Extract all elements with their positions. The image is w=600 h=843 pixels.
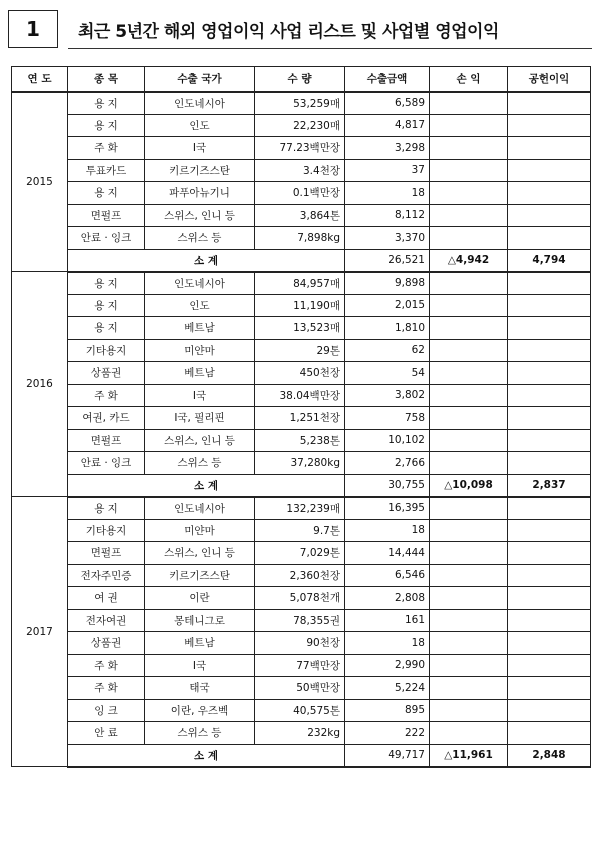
amount-cell: 1,810	[345, 317, 430, 340]
contribution-cell	[508, 564, 591, 587]
country-cell: 키르기즈스탄	[145, 159, 255, 182]
country-cell: 스위스, 인니 등	[145, 429, 255, 452]
country-cell: 인도	[145, 294, 255, 317]
amount-cell: 18	[345, 632, 430, 655]
contribution-cell	[508, 722, 591, 745]
contribution-cell	[508, 272, 591, 295]
table-row	[12, 542, 591, 565]
table-row	[12, 564, 591, 587]
profit-cell	[430, 722, 508, 745]
table-row	[12, 92, 591, 115]
country-cell: I국	[145, 654, 255, 677]
profit-cell	[430, 519, 508, 542]
amount-cell: 2,808	[345, 587, 430, 610]
subtotal-profit: △11,961	[430, 744, 508, 767]
table-row	[12, 407, 591, 430]
item-cell: 용 지	[68, 294, 145, 317]
country-cell: 스위스, 인니 등	[145, 542, 255, 565]
profit-cell	[430, 654, 508, 677]
subtotal-label: 소 계	[68, 249, 345, 272]
amount-cell: 758	[345, 407, 430, 430]
table-row	[12, 654, 591, 677]
country-cell: 키르기즈스탄	[145, 564, 255, 587]
quantity-cell: 53,259매	[255, 92, 345, 115]
item-cell: 주 화	[68, 137, 145, 160]
profit-cell	[430, 452, 508, 475]
country-cell: 미얀마	[145, 339, 255, 362]
profit-cell	[430, 699, 508, 722]
quantity-cell: 3,864톤	[255, 204, 345, 227]
subtotal-row	[12, 474, 591, 497]
profit-cell	[430, 542, 508, 565]
table-row	[12, 677, 591, 700]
table-row	[12, 699, 591, 722]
amount-cell: 2,015	[345, 294, 430, 317]
table-row	[12, 609, 591, 632]
column-header: 종 목	[68, 67, 145, 92]
country-cell: 태국	[145, 677, 255, 700]
item-cell: 잉 크	[68, 699, 145, 722]
column-header: 연 도	[12, 67, 68, 92]
item-cell: 여권, 카드	[68, 407, 145, 430]
item-cell: 전자여권	[68, 609, 145, 632]
quantity-cell: 78,355권	[255, 609, 345, 632]
quantity-cell: 84,957매	[255, 272, 345, 295]
item-cell: 전자주민증	[68, 564, 145, 587]
subtotal-contribution: 2,848	[508, 744, 591, 767]
table-row	[12, 294, 591, 317]
subtotal-contribution: 4,794	[508, 249, 591, 272]
profit-cell	[430, 272, 508, 295]
item-cell: 안료 · 잉크	[68, 227, 145, 250]
country-cell: 스위스 등	[145, 227, 255, 250]
table-row	[12, 519, 591, 542]
table-row	[12, 204, 591, 227]
item-cell: 용 지	[68, 92, 145, 115]
contribution-cell	[508, 677, 591, 700]
section-number: 1	[8, 10, 58, 48]
amount-cell: 6,546	[345, 564, 430, 587]
profit-cell	[430, 92, 508, 115]
quantity-cell: 37,280kg	[255, 452, 345, 475]
quantity-cell: 5,078천개	[255, 587, 345, 610]
contribution-cell	[508, 452, 591, 475]
quantity-cell: 90천장	[255, 632, 345, 655]
quantity-cell: 40,575톤	[255, 699, 345, 722]
country-cell: 스위스 등	[145, 452, 255, 475]
amount-cell: 16,395	[345, 497, 430, 520]
contribution-cell	[508, 587, 591, 610]
item-cell: 용 지	[68, 114, 145, 137]
profit-cell	[430, 384, 508, 407]
amount-cell: 161	[345, 609, 430, 632]
profit-cell	[430, 182, 508, 205]
subtotal-row	[12, 249, 591, 272]
table-row	[12, 384, 591, 407]
quantity-cell: 77백만장	[255, 654, 345, 677]
amount-cell: 3,370	[345, 227, 430, 250]
profit-cell	[430, 227, 508, 250]
contribution-cell	[508, 699, 591, 722]
table-body	[12, 92, 591, 767]
column-header: 공헌이익	[508, 67, 591, 92]
country-cell: 베트남	[145, 632, 255, 655]
contribution-cell	[508, 429, 591, 452]
amount-cell: 18	[345, 182, 430, 205]
subtotal-row	[12, 744, 591, 767]
country-cell: 인도네시아	[145, 272, 255, 295]
item-cell: 상품권	[68, 362, 145, 385]
country-cell: 스위스, 인니 등	[145, 204, 255, 227]
item-cell: 면펄프	[68, 429, 145, 452]
profit-cell	[430, 497, 508, 520]
amount-cell: 9,898	[345, 272, 430, 295]
profit-cell	[430, 159, 508, 182]
contribution-cell	[508, 339, 591, 362]
profit-cell	[430, 114, 508, 137]
contribution-cell	[508, 159, 591, 182]
contribution-cell	[508, 632, 591, 655]
quantity-cell: 38.04백만장	[255, 384, 345, 407]
contribution-cell	[508, 497, 591, 520]
item-cell: 여 권	[68, 587, 145, 610]
item-cell: 투표카드	[68, 159, 145, 182]
amount-cell: 8,112	[345, 204, 430, 227]
quantity-cell: 22,230매	[255, 114, 345, 137]
item-cell: 용 지	[68, 317, 145, 340]
table-row	[12, 114, 591, 137]
item-cell: 면펄프	[68, 542, 145, 565]
quantity-cell: 7,898kg	[255, 227, 345, 250]
contribution-cell	[508, 519, 591, 542]
profit-cell	[430, 362, 508, 385]
amount-cell: 18	[345, 519, 430, 542]
column-header: 수출금액	[345, 67, 430, 92]
profit-cell	[430, 137, 508, 160]
subtotal-amount: 26,521	[345, 249, 430, 272]
country-cell: 미얀마	[145, 519, 255, 542]
subtotal-label: 소 계	[68, 474, 345, 497]
contribution-cell	[508, 362, 591, 385]
country-cell: I국, 필리핀	[145, 407, 255, 430]
column-header: 수 량	[255, 67, 345, 92]
amount-cell: 10,102	[345, 429, 430, 452]
country-cell: 베트남	[145, 317, 255, 340]
amount-cell: 14,444	[345, 542, 430, 565]
table-header-row	[12, 67, 591, 92]
table-row	[12, 272, 591, 295]
document-header	[8, 8, 592, 52]
country-cell: 인도네시아	[145, 497, 255, 520]
column-header: 손 익	[430, 67, 508, 92]
quantity-cell: 13,523매	[255, 317, 345, 340]
amount-cell: 4,817	[345, 114, 430, 137]
quantity-cell: 77.23백만장	[255, 137, 345, 160]
table-row	[12, 362, 591, 385]
quantity-cell: 132,239매	[255, 497, 345, 520]
amount-cell: 6,589	[345, 92, 430, 115]
item-cell: 주 화	[68, 677, 145, 700]
profit-cell	[430, 609, 508, 632]
subtotal-amount: 49,717	[345, 744, 430, 767]
quantity-cell: 0.1백만장	[255, 182, 345, 205]
profit-cell	[430, 407, 508, 430]
amount-cell: 37	[345, 159, 430, 182]
amount-cell: 3,802	[345, 384, 430, 407]
contribution-cell	[508, 227, 591, 250]
table-row	[12, 429, 591, 452]
quantity-cell: 2,360천장	[255, 564, 345, 587]
year-cell: 2015	[12, 92, 68, 272]
contribution-cell	[508, 204, 591, 227]
profit-cell	[430, 429, 508, 452]
country-cell: I국	[145, 137, 255, 160]
profit-cell	[430, 339, 508, 362]
country-cell: 베트남	[145, 362, 255, 385]
profit-table	[11, 66, 591, 768]
item-cell: 주 화	[68, 384, 145, 407]
column-header: 수출 국가	[145, 67, 255, 92]
quantity-cell: 5,238톤	[255, 429, 345, 452]
subtotal-profit: △10,098	[430, 474, 508, 497]
table-row	[12, 452, 591, 475]
item-cell: 용 지	[68, 497, 145, 520]
profit-cell	[430, 294, 508, 317]
amount-cell: 3,298	[345, 137, 430, 160]
year-cell: 2017	[12, 497, 68, 767]
contribution-cell	[508, 294, 591, 317]
contribution-cell	[508, 92, 591, 115]
table-row	[12, 227, 591, 250]
profit-cell	[430, 677, 508, 700]
item-cell: 기타용지	[68, 339, 145, 362]
amount-cell: 2,766	[345, 452, 430, 475]
country-cell: 이란	[145, 587, 255, 610]
table-row	[12, 497, 591, 520]
quantity-cell: 50백만장	[255, 677, 345, 700]
contribution-cell	[508, 317, 591, 340]
item-cell: 용 지	[68, 182, 145, 205]
table-row	[12, 587, 591, 610]
item-cell: 용 지	[68, 272, 145, 295]
table-row	[12, 317, 591, 340]
subtotal-contribution: 2,837	[508, 474, 591, 497]
country-cell: 인도	[145, 114, 255, 137]
quantity-cell: 29톤	[255, 339, 345, 362]
subtotal-profit: △4,942	[430, 249, 508, 272]
quantity-cell: 7,029톤	[255, 542, 345, 565]
country-cell: 이란, 우즈벡	[145, 699, 255, 722]
table-row	[12, 339, 591, 362]
item-cell: 상품권	[68, 632, 145, 655]
amount-cell: 62	[345, 339, 430, 362]
amount-cell: 2,990	[345, 654, 430, 677]
quantity-cell: 9.7톤	[255, 519, 345, 542]
quantity-cell: 1,251천장	[255, 407, 345, 430]
profit-cell	[430, 632, 508, 655]
subtotal-amount: 30,755	[345, 474, 430, 497]
title-underline	[68, 48, 592, 49]
profit-cell	[430, 564, 508, 587]
amount-cell: 222	[345, 722, 430, 745]
country-cell: 인도네시아	[145, 92, 255, 115]
table-row	[12, 722, 591, 745]
item-cell: 기타용지	[68, 519, 145, 542]
contribution-cell	[508, 137, 591, 160]
quantity-cell: 11,190매	[255, 294, 345, 317]
table-row	[12, 182, 591, 205]
quantity-cell: 450천장	[255, 362, 345, 385]
amount-cell: 5,224	[345, 677, 430, 700]
subtotal-label: 소 계	[68, 744, 345, 767]
contribution-cell	[508, 384, 591, 407]
profit-cell	[430, 587, 508, 610]
country-cell: 파푸아뉴기니	[145, 182, 255, 205]
contribution-cell	[508, 609, 591, 632]
quantity-cell: 3.4천장	[255, 159, 345, 182]
table-row	[12, 159, 591, 182]
contribution-cell	[508, 654, 591, 677]
country-cell: I국	[145, 384, 255, 407]
contribution-cell	[508, 114, 591, 137]
item-cell: 안료 · 잉크	[68, 452, 145, 475]
amount-cell: 54	[345, 362, 430, 385]
year-cell: 2016	[12, 272, 68, 497]
item-cell: 안 료	[68, 722, 145, 745]
country-cell: 몽테니그로	[145, 609, 255, 632]
page-title: 최근 5년간 해외 영업이익 사업 리스트 및 사업별 영업이익	[78, 22, 499, 42]
table-row	[12, 632, 591, 655]
contribution-cell	[508, 182, 591, 205]
table-row	[12, 137, 591, 160]
profit-cell	[430, 317, 508, 340]
contribution-cell	[508, 542, 591, 565]
amount-cell: 895	[345, 699, 430, 722]
profit-cell	[430, 204, 508, 227]
item-cell: 면펄프	[68, 204, 145, 227]
quantity-cell: 232kg	[255, 722, 345, 745]
contribution-cell	[508, 407, 591, 430]
item-cell: 주 화	[68, 654, 145, 677]
country-cell: 스위스 등	[145, 722, 255, 745]
